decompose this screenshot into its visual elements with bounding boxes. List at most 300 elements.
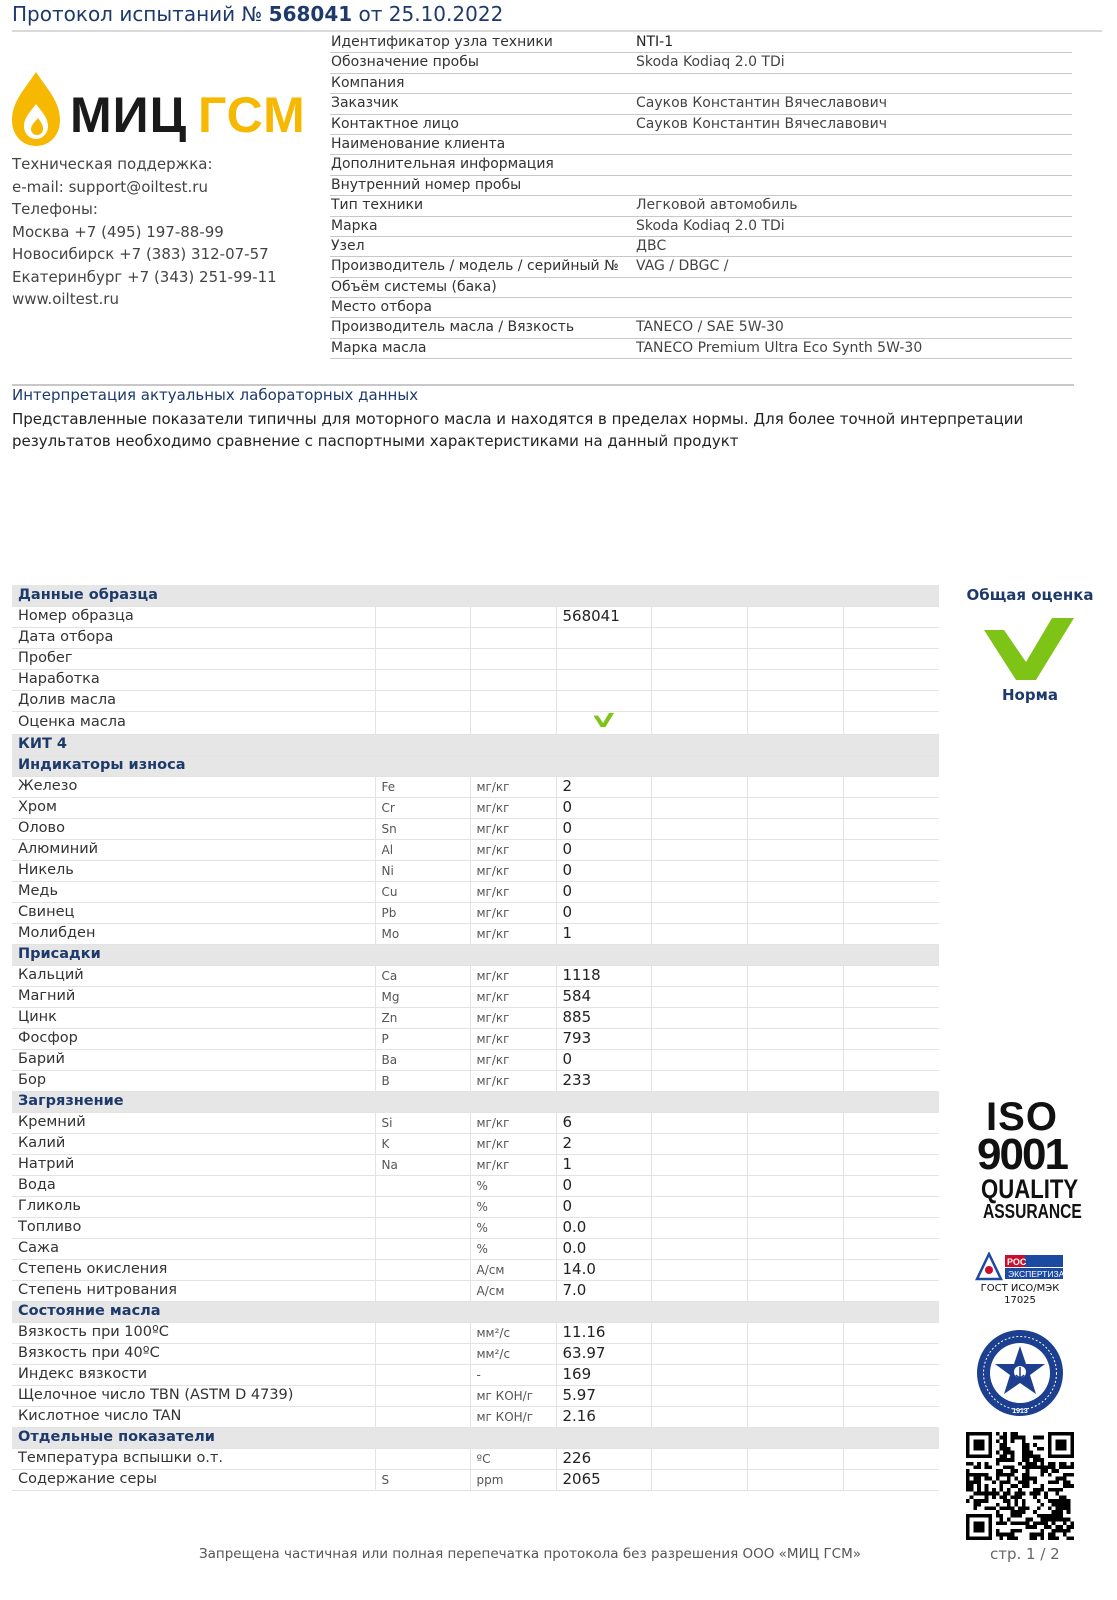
empty-cell (747, 1154, 843, 1175)
element-symbol: Zn (375, 1007, 470, 1028)
section-header-row (12, 1427, 939, 1448)
element-symbol (375, 1280, 470, 1301)
table-row (12, 818, 939, 839)
parameter-name: Фосфор (12, 1028, 375, 1049)
unit: ºС (470, 1448, 556, 1469)
empty-cell (843, 860, 939, 881)
empty-cell (747, 648, 843, 669)
parameter-name: Щелочное число TBN (ASTM D 4739) (12, 1385, 375, 1406)
svg-text:ЭКСПЕРТИЗА: ЭКСПЕРТИЗА (1008, 1269, 1065, 1279)
parameter-name: Молибден (12, 923, 375, 944)
empty-cell (843, 839, 939, 860)
unit: мг/кг (470, 965, 556, 986)
info-row (330, 33, 1072, 53)
table-row (12, 923, 939, 944)
info-value (636, 278, 1072, 297)
measured-value: 0 (556, 1175, 651, 1196)
empty-cell (651, 669, 747, 690)
empty-cell (747, 1238, 843, 1259)
info-row (330, 278, 1072, 298)
info-label: Дополнительная информация (331, 156, 554, 173)
sample-info-table (330, 33, 1072, 359)
info-value: ДВС (636, 237, 667, 254)
table-row (12, 606, 939, 627)
measured-value: 584 (556, 986, 651, 1007)
measured-value: 0.0 (556, 1217, 651, 1238)
measured-value: 0 (556, 860, 651, 881)
parameter-name: Вязкость при 40ºС (12, 1343, 375, 1364)
parameter-name: Дата отбора (12, 627, 375, 648)
empty-cell (651, 1469, 747, 1490)
table-row (12, 1364, 939, 1385)
element-symbol (375, 1322, 470, 1343)
section-title: Отдельные показатели (12, 1427, 939, 1448)
info-row (330, 115, 1072, 135)
element-symbol (375, 1238, 470, 1259)
unit: ppm (470, 1469, 556, 1490)
empty-cell (747, 1112, 843, 1133)
empty-cell (747, 627, 843, 648)
empty-cell (843, 1007, 939, 1028)
info-row (330, 74, 1072, 94)
element-symbol (375, 606, 470, 627)
table-row (12, 1070, 939, 1091)
table-row (12, 1322, 939, 1343)
results-table (12, 585, 939, 1491)
empty-cell (651, 1175, 747, 1196)
measured-value: 793 (556, 1028, 651, 1049)
table-row (12, 1280, 939, 1301)
table-row (12, 1259, 939, 1280)
element-symbol: Mg (375, 986, 470, 1007)
parameter-name: Железо (12, 776, 375, 797)
parameter-name: Барий (12, 1049, 375, 1070)
empty-cell (747, 1406, 843, 1427)
empty-cell (747, 1364, 843, 1385)
parameter-name: Кальций (12, 965, 375, 986)
info-row (330, 217, 1072, 237)
info-row (330, 53, 1072, 73)
unit (470, 690, 556, 711)
empty-cell (747, 923, 843, 944)
info-value (636, 176, 1072, 195)
section-title: Индикаторы износа (12, 755, 939, 776)
empty-cell (843, 1343, 939, 1364)
measured-value: 2065 (556, 1469, 651, 1490)
table-row (12, 965, 939, 986)
element-symbol: S (375, 1469, 470, 1490)
element-symbol (375, 1364, 470, 1385)
info-row (330, 135, 1072, 155)
empty-cell (843, 776, 939, 797)
measured-value: 11.16 (556, 1322, 651, 1343)
support-line: Новосибирск +7 (383) 312-07-57 (12, 245, 269, 263)
parameter-name: Никель (12, 860, 375, 881)
info-label: Наименование клиента (331, 135, 506, 152)
measured-value: 0 (556, 797, 651, 818)
measured-value: 7.0 (556, 1280, 651, 1301)
empty-cell (747, 1280, 843, 1301)
element-symbol: K (375, 1133, 470, 1154)
support-line: e-mail: support@oiltest.ru (12, 177, 208, 196)
unit: мг КОН/г (470, 1385, 556, 1406)
element-symbol (375, 669, 470, 690)
empty-cell (651, 1406, 747, 1427)
empty-cell (747, 818, 843, 839)
title-divider (12, 30, 1102, 32)
element-symbol: P (375, 1028, 470, 1049)
parameter-name: Магний (12, 986, 375, 1007)
parameter-name: Температура вспышки о.т. (12, 1448, 375, 1469)
measured-value: 169 (556, 1364, 651, 1385)
society-seal-icon (975, 1328, 1065, 1418)
empty-cell (843, 1133, 939, 1154)
element-symbol: Na (375, 1154, 470, 1175)
measured-value: 1 (556, 1154, 651, 1175)
empty-cell (843, 1469, 939, 1490)
table-row (12, 648, 939, 669)
table-row (12, 1385, 939, 1406)
measured-value (556, 690, 651, 711)
info-row (330, 196, 1072, 216)
ros-expertiza-logo (975, 1252, 1065, 1282)
info-label: Контактное лицо (331, 115, 459, 132)
table-row (12, 1406, 939, 1427)
parameter-name: Содержание серы (12, 1469, 375, 1490)
table-row (12, 1175, 939, 1196)
info-value: Легковой автомобиль (636, 197, 798, 214)
info-label: Производитель / модель / серийный № (331, 258, 619, 275)
empty-cell (843, 1238, 939, 1259)
parameter-name: Степень окисления (12, 1259, 375, 1280)
measured-value: 568041 (556, 606, 651, 627)
unit: мг/кг (470, 902, 556, 923)
parameter-name: Медь (12, 881, 375, 902)
empty-cell (843, 1322, 939, 1343)
measured-value (556, 669, 651, 690)
measured-value: 0 (556, 881, 651, 902)
empty-cell (843, 923, 939, 944)
overall-rating-title: Общая оценка (966, 586, 1094, 604)
svg-text:1913: 1913 (1012, 1408, 1028, 1415)
parameter-name: Пробег (12, 648, 375, 669)
section-title: Данные образца (12, 585, 939, 606)
element-symbol: Sn (375, 818, 470, 839)
empty-cell (843, 1406, 939, 1427)
info-row (330, 257, 1072, 277)
info-label: Объём системы (бака) (331, 278, 497, 295)
table-row (12, 1448, 939, 1469)
parameter-name: Свинец (12, 902, 375, 923)
empty-cell (747, 1049, 843, 1070)
unit: мм²/с (470, 1322, 556, 1343)
empty-cell (843, 1448, 939, 1469)
table-row (12, 1469, 939, 1490)
info-value: TANECO / SAE 5W-30 (636, 319, 784, 336)
parameter-name: Оценка масла (12, 711, 375, 734)
element-symbol (375, 690, 470, 711)
empty-cell (651, 1007, 747, 1028)
info-value: VAG / DBGC / (636, 258, 729, 275)
check-icon (593, 712, 615, 728)
info-value: Skoda Kodiaq 2.0 TDi (636, 217, 785, 234)
check-icon (982, 614, 1078, 684)
unit: мг/кг (470, 818, 556, 839)
iso-label: ISO (986, 1095, 1058, 1139)
empty-cell (747, 1196, 843, 1217)
measured-value: 1118 (556, 965, 651, 986)
unit: мм²/с (470, 1343, 556, 1364)
empty-cell (843, 965, 939, 986)
empty-cell (651, 627, 747, 648)
interpretation-title: Интерпретация актуальных лабораторных данных (12, 386, 419, 404)
parameter-name: Кремний (12, 1112, 375, 1133)
table-row (12, 1133, 939, 1154)
info-label: Место отбора (331, 299, 432, 316)
info-row (330, 298, 1072, 318)
empty-cell (651, 1049, 747, 1070)
parameter-name: Алюминий (12, 839, 375, 860)
overall-rating (960, 586, 1100, 704)
empty-cell (651, 648, 747, 669)
empty-cell (651, 1343, 747, 1364)
empty-cell (651, 711, 747, 734)
unit (470, 669, 556, 690)
empty-cell (843, 627, 939, 648)
support-line: Екатеринбург +7 (343) 251-99-11 (12, 267, 277, 286)
company-logo (12, 68, 312, 148)
support-line: Москва +7 (495) 197-88-99 (12, 222, 224, 241)
section-header-row (12, 755, 939, 776)
element-symbol: Cu (375, 881, 470, 902)
parameter-name: Степень нитрования (12, 1280, 375, 1301)
parameter-name: Хром (12, 797, 375, 818)
ros-caption-line2: 17025 (1004, 1295, 1036, 1306)
info-row (330, 176, 1072, 196)
unit: мг/кг (470, 1112, 556, 1133)
measured-value: 63.97 (556, 1343, 651, 1364)
element-symbol (375, 1217, 470, 1238)
unit: мг/кг (470, 1070, 556, 1091)
copyright-notice: Запрещена частичная или полная перепечатка протокола без разрешения ООО «МИЦ ГСМ» (198, 1546, 862, 1562)
iso-quality: QUALITY (981, 1174, 1079, 1204)
empty-cell (651, 606, 747, 627)
empty-cell (651, 1238, 747, 1259)
empty-cell (651, 1154, 747, 1175)
protocol-title-prefix: Протокол испытаний № (12, 2, 263, 26)
table-row (12, 1112, 939, 1133)
table-row (12, 986, 939, 1007)
empty-cell (651, 965, 747, 986)
info-label: Идентификатор узла техники (331, 34, 553, 50)
empty-cell (747, 1448, 843, 1469)
unit: - (470, 1364, 556, 1385)
overall-rating-status: Норма (1002, 686, 1058, 704)
measured-value: 5.97 (556, 1385, 651, 1406)
parameter-name: Индекс вязкости (12, 1364, 375, 1385)
element-symbol (375, 1448, 470, 1469)
table-row (12, 1049, 939, 1070)
empty-cell (651, 986, 747, 1007)
info-label: Внутренний номер пробы (331, 176, 522, 193)
element-symbol: Mo (375, 923, 470, 944)
parameter-name: Олово (12, 818, 375, 839)
unit: мг/кг (470, 1049, 556, 1070)
empty-cell (843, 711, 939, 734)
info-label: Заказчик (331, 95, 399, 112)
table-row (12, 690, 939, 711)
measured-value: 885 (556, 1007, 651, 1028)
table-row (12, 1238, 939, 1259)
measured-value: 2.16 (556, 1406, 651, 1427)
element-symbol (375, 1406, 470, 1427)
page-number: стр. 1 / 2 (990, 1545, 1060, 1563)
measured-value: 2 (556, 776, 651, 797)
ros-caption-line1: ГОСТ ИСО/МЭК (980, 1283, 1060, 1294)
element-symbol (375, 711, 470, 734)
element-symbol (375, 1175, 470, 1196)
empty-cell (747, 711, 843, 734)
table-row (12, 627, 939, 648)
info-label: Производитель масла / Вязкость (331, 319, 575, 336)
empty-cell (747, 965, 843, 986)
empty-cell (747, 860, 843, 881)
empty-cell (651, 860, 747, 881)
unit: % (470, 1196, 556, 1217)
table-row (12, 1154, 939, 1175)
measured-value (556, 627, 651, 648)
unit: % (470, 1238, 556, 1259)
unit: мг/кг (470, 1007, 556, 1028)
unit: мг/кг (470, 881, 556, 902)
empty-cell (651, 1322, 747, 1343)
measured-value: 0 (556, 902, 651, 923)
empty-cell (651, 902, 747, 923)
info-value: Skoda Kodiaq 2.0 TDi (636, 54, 785, 71)
section-header-row (12, 944, 939, 965)
section-title: КИТ 4 (12, 734, 939, 755)
unit (470, 648, 556, 669)
empty-cell (843, 1259, 939, 1280)
empty-cell (747, 1322, 843, 1343)
protocol-number: 568041 (268, 2, 353, 26)
table-row (12, 711, 939, 734)
unit: А/см (470, 1280, 556, 1301)
info-row (330, 155, 1072, 175)
element-symbol: B (375, 1070, 470, 1091)
measured-value: 1 (556, 923, 651, 944)
empty-cell (843, 1112, 939, 1133)
empty-cell (747, 606, 843, 627)
empty-cell (651, 1448, 747, 1469)
unit: мг/кг (470, 1028, 556, 1049)
element-symbol (375, 627, 470, 648)
protocol-title (12, 2, 503, 26)
table-row (12, 1343, 939, 1364)
empty-cell (747, 669, 843, 690)
empty-cell (747, 776, 843, 797)
empty-cell (747, 1469, 843, 1490)
empty-cell (843, 648, 939, 669)
table-row (12, 860, 939, 881)
empty-cell (747, 881, 843, 902)
unit: мг/кг (470, 986, 556, 1007)
table-row (12, 797, 939, 818)
empty-cell (843, 1049, 939, 1070)
parameter-name: Вязкость при 100ºС (12, 1322, 375, 1343)
measured-value: 0 (556, 839, 651, 860)
protocol-date: от 25.10.2022 (358, 2, 504, 26)
table-row (12, 669, 939, 690)
empty-cell (651, 1385, 747, 1406)
support-line: Телефоны: (12, 200, 98, 218)
section-title: Присадки (12, 944, 939, 965)
empty-cell (843, 881, 939, 902)
empty-cell (843, 818, 939, 839)
empty-cell (747, 839, 843, 860)
empty-cell (651, 690, 747, 711)
iso-number: 9001 (977, 1130, 1067, 1179)
parameter-name: Вода (12, 1175, 375, 1196)
parameter-name: Сажа (12, 1238, 375, 1259)
interpretation-text: Представленные показатели типичны для моторного масла и находятся в пределах нормы. Для более точной интерпретации результатов необходимо сравнение с паспортными характеристиками на данный продукт (12, 410, 1024, 450)
unit: мг/кг (470, 797, 556, 818)
empty-cell (651, 1259, 747, 1280)
empty-cell (747, 1070, 843, 1091)
section-header-row (12, 1301, 939, 1322)
unit: мг/кг (470, 839, 556, 860)
support-line: www.oiltest.ru (12, 290, 119, 308)
section-title: Состояние масла (12, 1301, 939, 1322)
unit: мг/кг (470, 860, 556, 881)
section-header-row (12, 585, 939, 606)
ros-expertiza-caption (972, 1283, 1068, 1307)
unit: % (470, 1175, 556, 1196)
empty-cell (843, 1217, 939, 1238)
empty-cell (843, 606, 939, 627)
measured-value: 0 (556, 818, 651, 839)
measured-value: 0 (556, 1196, 651, 1217)
element-symbol: Pb (375, 902, 470, 923)
info-value (636, 298, 1072, 317)
info-value (636, 155, 1072, 174)
table-row (12, 776, 939, 797)
table-row (12, 1196, 939, 1217)
info-row (330, 339, 1072, 359)
empty-cell (747, 1217, 843, 1238)
element-symbol: Si (375, 1112, 470, 1133)
empty-cell (843, 1196, 939, 1217)
empty-cell (651, 1217, 747, 1238)
parameter-name: Топливо (12, 1217, 375, 1238)
empty-cell (651, 1364, 747, 1385)
support-line: Техническая поддержка: (12, 155, 213, 173)
empty-cell (651, 797, 747, 818)
empty-cell (747, 902, 843, 923)
section-header-row (12, 1091, 939, 1112)
table-row (12, 1028, 939, 1049)
empty-cell (843, 986, 939, 1007)
element-symbol: Ba (375, 1049, 470, 1070)
parameter-name: Кислотное число TAN (12, 1406, 375, 1427)
info-label: Обозначение пробы (331, 54, 479, 71)
empty-cell (651, 839, 747, 860)
parameter-name: Номер образца (12, 606, 375, 627)
empty-cell (747, 690, 843, 711)
unit: мг/кг (470, 776, 556, 797)
empty-cell (843, 902, 939, 923)
empty-cell (747, 986, 843, 1007)
